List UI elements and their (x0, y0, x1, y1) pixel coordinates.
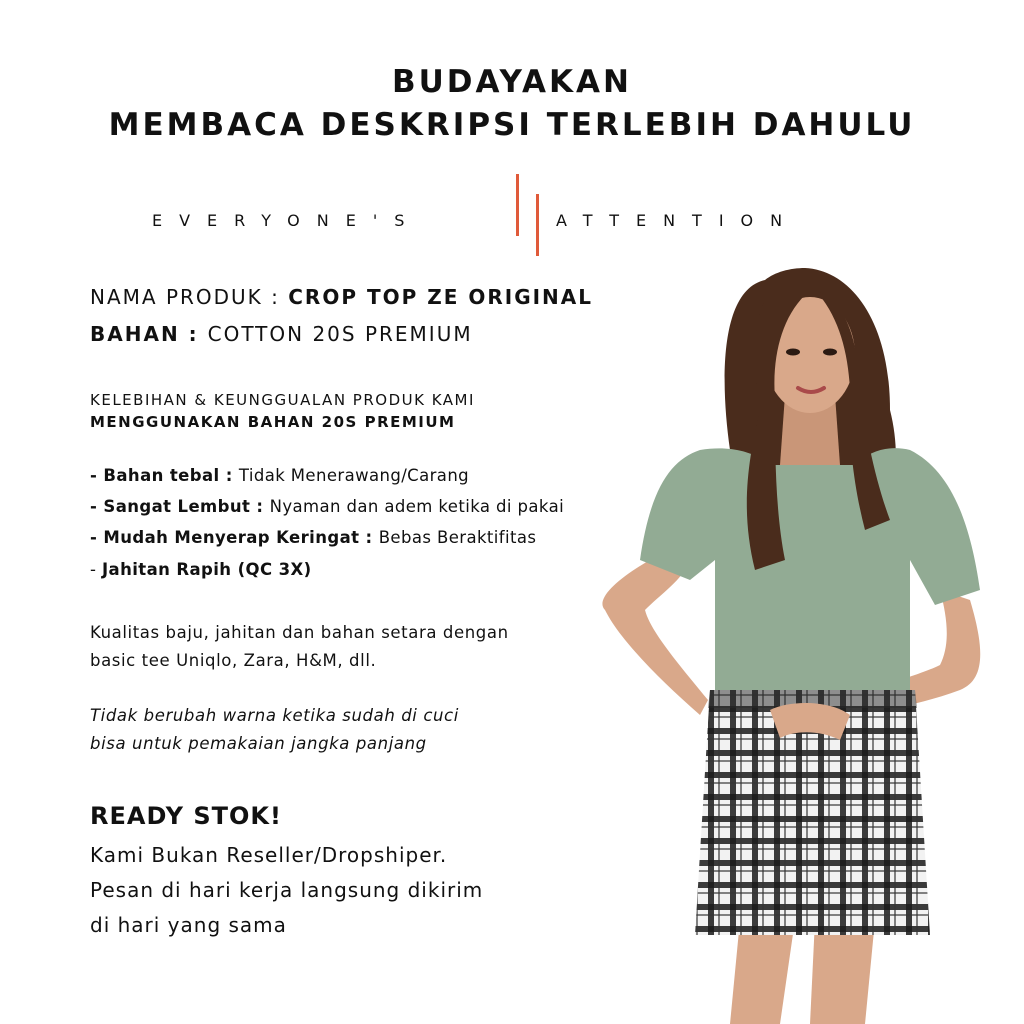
wash-note: bisa untuk pemakaian jangka panjang (90, 734, 427, 753)
advantage-prefix: - (90, 466, 104, 485)
advantage-prefix: - (90, 497, 104, 516)
brand-text-left: EVERYONE'S (152, 211, 422, 230)
ready-stock-text: Pesan di hari kerja langsung dikirim (90, 878, 484, 902)
advantage-title: Sangat Lembut : (103, 497, 270, 516)
advantage-text: Tidak Menerawang/Carang (238, 466, 470, 485)
product-name-value: CROP TOP ZE ORIGINAL (288, 285, 594, 309)
headline-line-1: BUDAYAKAN (392, 64, 632, 100)
brand-divider-line (516, 174, 519, 236)
advantage-prefix: - (90, 528, 104, 547)
advantage-title: Jahitan Rapih (QC 3X) (102, 560, 312, 579)
advantages-intro: KELEBIHAN & KEUNGGUALAN PRODUK KAMI (90, 391, 475, 409)
model-photo (590, 260, 1000, 1024)
ready-stock-text: di hari yang sama (90, 913, 287, 937)
product-material-value: COTTON 20S PREMIUM (207, 322, 473, 346)
product-material (90, 322, 473, 346)
advantage-title: Mudah Menyerap Keringat : (103, 528, 379, 547)
ready-stock-text: Kami Bukan Reseller/Dropshiper. (90, 843, 448, 867)
model-leg (810, 920, 875, 1024)
product-name-label: NAMA PRODUK : (90, 285, 289, 309)
product-name (90, 285, 593, 309)
advantage-item (90, 497, 564, 516)
ready-stock-title: READY STOK! (90, 802, 282, 830)
advantage-item (90, 528, 536, 547)
advantage-item (90, 560, 312, 579)
advantage-text: Nyaman dan adem ketika di pakai (269, 497, 565, 516)
quality-text: Kualitas baju, jahitan dan bahan setara dengan (90, 623, 509, 642)
brand-mark (0, 198, 1024, 258)
model-shirt (640, 448, 980, 690)
advantage-text: Bebas Beraktifitas (378, 528, 537, 547)
headline-line-2: MEMBACA DESKRIPSI TERLEBIH DAHULU (108, 107, 916, 143)
advantage-prefix: - (90, 560, 102, 579)
model-leg (730, 920, 795, 1024)
advantages-intro-bold: MENGGUNAKAN BAHAN 20S PREMIUM (90, 413, 456, 431)
model-arm (602, 560, 708, 715)
brand-divider-line (536, 194, 539, 256)
advantage-title: Bahan tebal : (103, 466, 239, 485)
wash-note: Tidak berubah warna ketika sudah di cuci (90, 706, 459, 725)
brand-text-right: ATTENTION (556, 211, 800, 230)
quality-text: basic tee Uniqlo, Zara, H&M, dll. (90, 651, 377, 670)
product-material-label: BAHAN : (90, 322, 208, 346)
advantage-item (90, 466, 469, 485)
